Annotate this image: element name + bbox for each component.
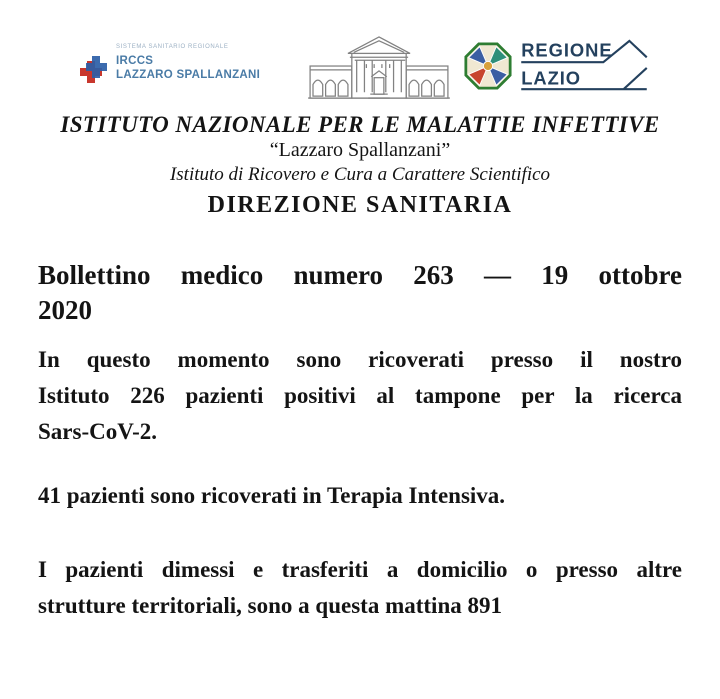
institute-name: “Lazzaro Spallanzani” (269, 139, 451, 162)
regione-text: REGIONE (521, 39, 613, 61)
paragraph-hospitalized (38, 342, 682, 450)
ssr-system-label: SISTEMA SANITARIO REGIONALE (116, 44, 229, 50)
text-line: Sars-CoV-2. (38, 419, 158, 445)
text-line: I pazienti dimessi e trasferiti a domicilio o presso altre (38, 556, 682, 582)
masthead (0, 112, 720, 220)
institute-subtitle: Istituto di Ricovero e Cura a Carattere Scientifico (169, 164, 551, 186)
text-line: 2020 (38, 295, 92, 326)
text-line: strutture territoriali, sono a questa mattina 891 (38, 592, 502, 618)
ssr-name-line2: LAZZARO SPALLANZANI (116, 69, 261, 82)
regione-lazio-logo (464, 38, 648, 94)
regione-lazio-wordmark (520, 38, 648, 94)
text-line: Bollettino medico numero 263 — 19 ottobre (38, 260, 682, 291)
lazio-text: LAZIO (521, 67, 582, 89)
ssr-spallanzani-logo (70, 44, 260, 92)
department-title: DIREZIONE SANITARIA (207, 192, 513, 219)
institute-title: ISTITUTO NAZIONALE PER LE MALATTIE INFETTIVE (60, 112, 660, 137)
text-line: 41 pazienti sono ricoverati in Terapia Intensiva. (38, 482, 506, 508)
ssr-name-line1: IRCCS (116, 55, 154, 67)
text-line: In questo momento sono ricoverati presso il nostro (38, 347, 682, 373)
lazio-emblem-icon (464, 42, 512, 90)
institute-building-icon (306, 34, 452, 100)
bulletin-body (0, 258, 720, 623)
paragraph-discharged (38, 552, 682, 624)
paragraph-intensive-care (38, 478, 682, 514)
bulletin-title (38, 258, 682, 328)
text-line: Istituto 226 pazienti positivi al tampone per la ricerca (38, 383, 682, 409)
letterhead (0, 34, 720, 100)
ssr-cross-icon (70, 52, 110, 92)
ssr-logo-text (116, 44, 260, 92)
